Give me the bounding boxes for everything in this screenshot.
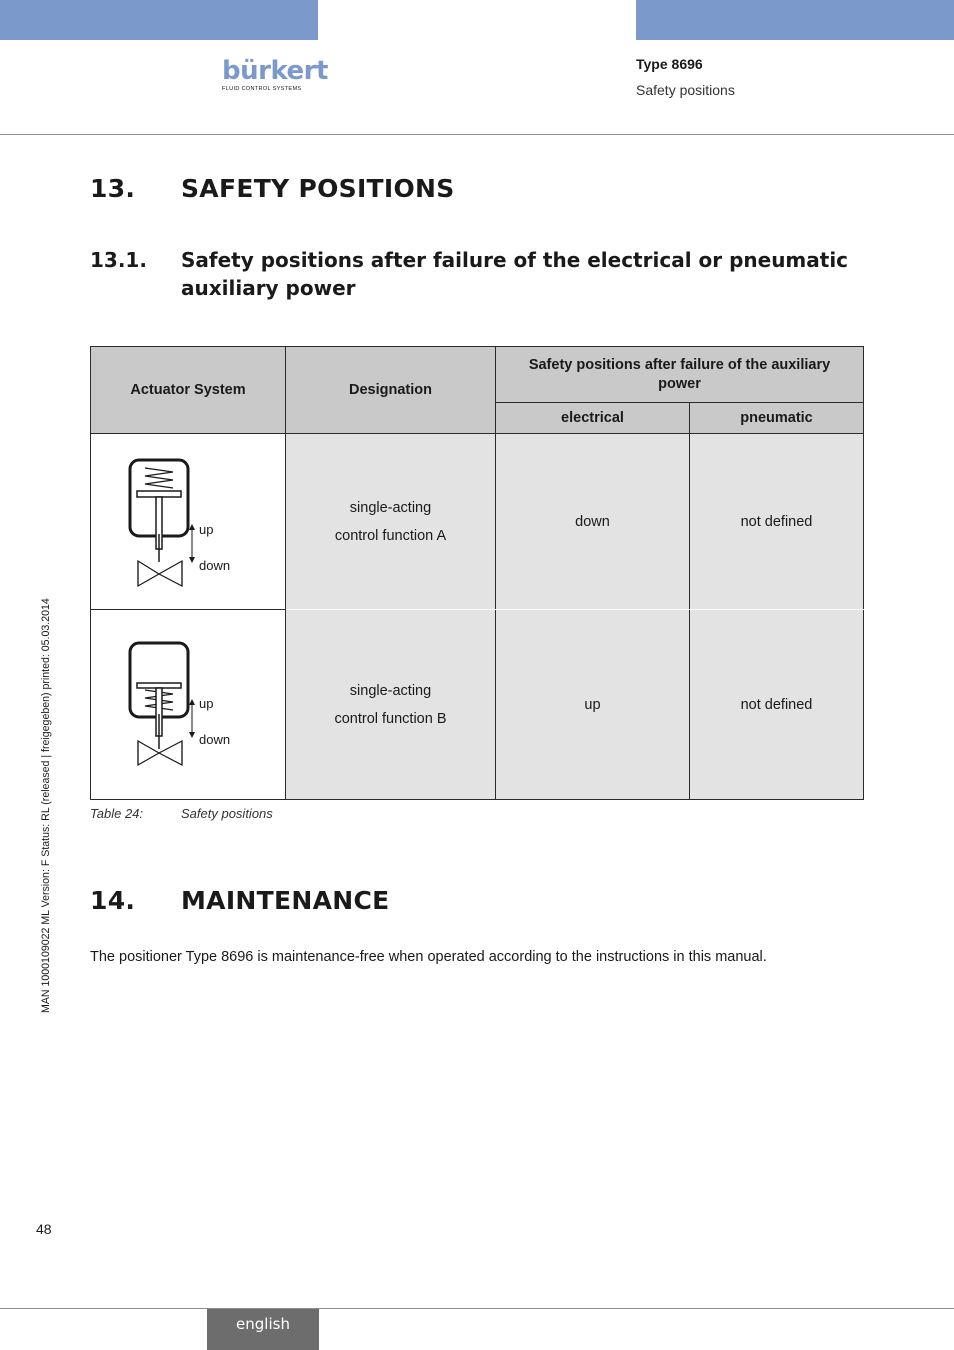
table-caption-text: Safety positions [181, 806, 273, 821]
diagram-up-label: up [199, 696, 214, 711]
header-accent-bar-right [636, 0, 954, 40]
safety-positions-table [90, 346, 864, 800]
diagram-down-label: down [199, 732, 231, 747]
header-safety-positions [496, 347, 864, 403]
maintenance-body-text: The positioner Type 8696 is maintenance-free when operated according to the instructions in this manual. [90, 949, 767, 965]
header-safety-positions-label: Safety positions after failure of the auxiliary power [528, 356, 831, 392]
logo-subtitle: FLUID CONTROL SYSTEMS [222, 86, 302, 92]
actuator-diagram-b-icon [91, 610, 286, 799]
header-pneumatic: pneumatic [690, 403, 864, 434]
subsection-title: Safety positions after failure of the electrical or pneumatic auxiliary power [181, 248, 849, 300]
actuator-diagram-a-icon [91, 434, 286, 609]
subsection-number: 13.1. [90, 248, 147, 272]
table-row [91, 434, 864, 610]
table-row [91, 610, 864, 800]
header-designation: Designation [286, 347, 496, 434]
section-number: 13. [90, 174, 136, 203]
designation-line-2: control function A [334, 527, 447, 544]
header-accent-bar-left [0, 0, 318, 40]
designation-line-1: single-acting [349, 682, 432, 699]
header-type: Type 8696 [636, 56, 703, 72]
language-tab: english [207, 1309, 319, 1350]
header-divider [0, 134, 954, 135]
header-actuator-system: Actuator System [91, 347, 286, 434]
page-number: 48 [36, 1221, 52, 1237]
designation-cell [286, 610, 496, 800]
actuator-diagram-cell [91, 610, 286, 800]
designation-cell [286, 434, 496, 610]
logo-wordmark: bürkert [222, 56, 328, 86]
pneumatic-cell: not defined [690, 434, 864, 610]
actuator-diagram-cell [91, 434, 286, 610]
section-title: SAFETY POSITIONS [181, 174, 455, 203]
designation-line-1: single-acting [349, 499, 432, 516]
electrical-cell: up [496, 610, 690, 800]
diagram-down-label: down [199, 558, 231, 573]
pneumatic-cell: not defined [690, 610, 864, 800]
designation-line-2: control function B [334, 710, 447, 727]
burkert-logo [222, 56, 328, 98]
document-side-info: MAN 1000109022 ML Version: F Status: RL (released | freigegeben) printed: 05.03.2014 [40, 598, 52, 1013]
section-title: MAINTENANCE [181, 886, 390, 915]
electrical-cell: down [496, 434, 690, 610]
diagram-up-label: up [199, 522, 214, 537]
footer-divider [0, 1308, 954, 1309]
header-electrical: electrical [496, 403, 690, 434]
table-caption-label: Table 24: [90, 806, 144, 821]
section-number: 14. [90, 886, 136, 915]
header-section: Safety positions [636, 82, 735, 98]
